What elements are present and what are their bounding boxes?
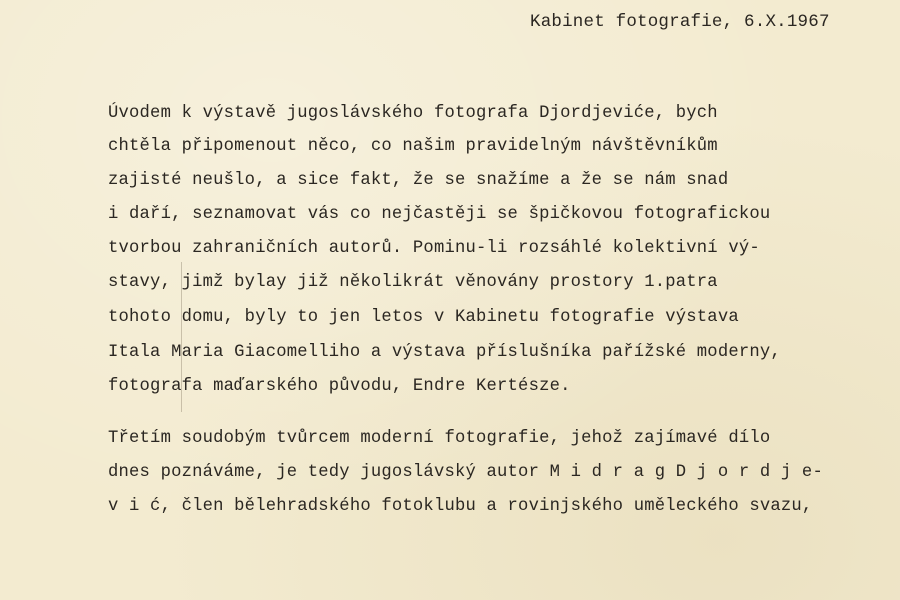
text-line: i daří, seznamovat vás co nejčastěji se špičkovou fotografickou xyxy=(108,205,771,224)
text-line: Itala Maria Giacomelliho a výstava příslušníka pařížské moderny, xyxy=(108,343,781,362)
text-line: stavy, jimž bylay již několikrát věnovány prostory 1.patra xyxy=(108,273,718,292)
text-line: Třetím soudobým tvůrcem moderní fotografie, jehož zajímavé dílo xyxy=(108,429,771,448)
text-line: fotografa maďarského původu, Endre Kertésze. xyxy=(108,377,571,396)
text-line: v i ć, člen bělehradského fotoklubu a rovinjského uměleckého svazu, xyxy=(108,497,813,516)
text-line: tvorbou zahraničních autorů. Pominu-li rozsáhlé kolektivní vý- xyxy=(108,239,760,258)
paper-crease xyxy=(181,262,182,412)
text-line: tohoto domu, byly to jen letos v Kabinetu fotografie výstava xyxy=(108,308,739,327)
text-line: dnes poznáváme, je tedy jugoslávský autor M i d r a g D j o r d j e- xyxy=(108,463,823,482)
header-date: Kabinet fotografie, 6.X.1967 xyxy=(530,12,830,32)
text-line: Úvodem k výstavě jugoslávského fotografa Djordjeviće, bych xyxy=(108,104,718,123)
text-line: chtěla připomenout něco, co našim pravidelným návštěvníkům xyxy=(108,137,718,156)
text-line: zajisté neušlo, a sice fakt, že se snažíme a že se nám snad xyxy=(108,171,729,190)
